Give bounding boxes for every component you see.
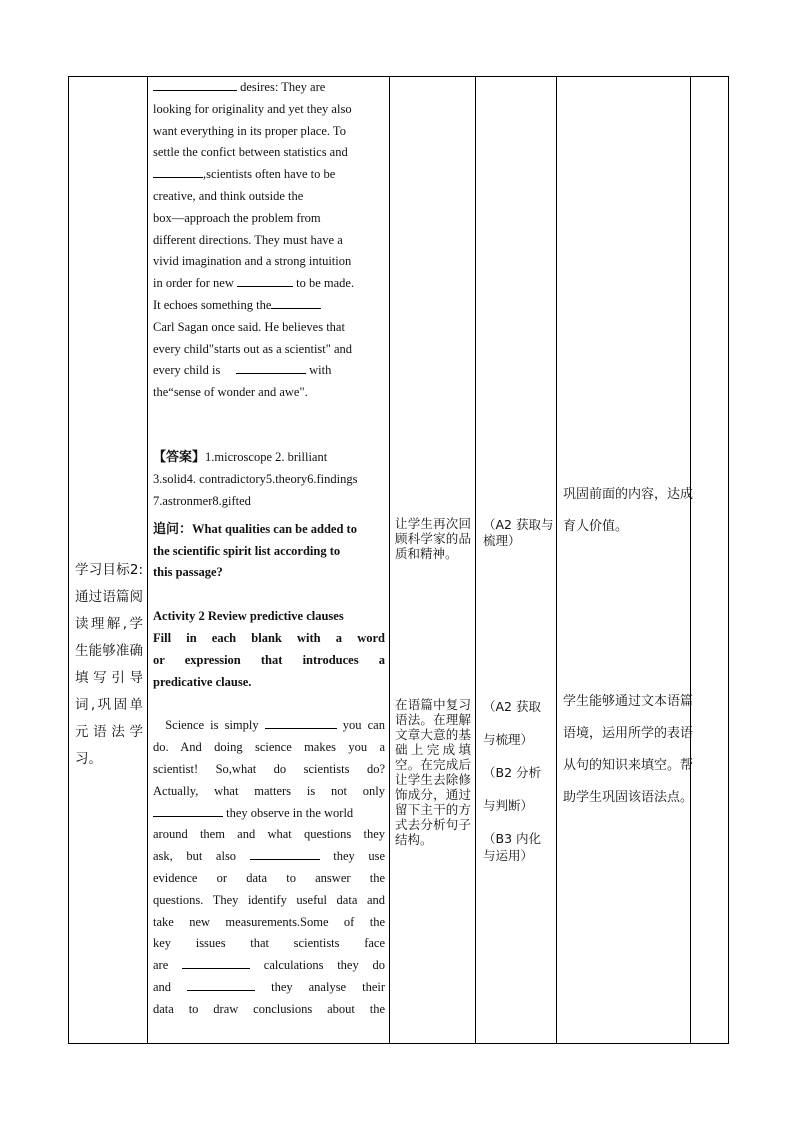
column-divider xyxy=(690,77,691,1043)
fill-blank xyxy=(265,716,337,729)
follow-up-question: 追问：What qualities can be added to the scientific spirit list according to this passage? xyxy=(153,521,357,580)
answer-key: 【答案】1.microscope 2. brilliant 3.solid4. contradictory5.theory6.findings 7.astronmer8.gifted xyxy=(153,449,358,508)
passage-top: desires: They are looking for originality and yet they also want everything in its proper place. To settle the confict between statistics and ,scientists often have to be creative, and think outside the box—approach the problem from different directions. They must have a vivid imagination and a strong intuition in order for new to be made. It echoes something the Carl Sagan once said. He believes that every child"starts out as a scientist" and every child is with the“sense of wonder and awe". xyxy=(153,80,355,400)
activity-2-heading: Activity 2 Review predictive clauses Fill in each blank with a word or expression that introduces a predicative clause. xyxy=(153,609,385,689)
fill-blank xyxy=(187,978,255,991)
column-divider xyxy=(475,77,476,1043)
evaluation-2: 学生能够通过文本语篇语境，运用所学的表语从句的知识来填空。帮助学生巩固该语法点。 xyxy=(563,694,694,805)
fill-blank xyxy=(153,165,203,178)
fill-blank xyxy=(237,274,293,287)
activity-description-2: 在语篇中复习语法。在理解文章大意的基础上完成填空。在完成后让学生去除修饰成分，通过留下主干的方式去分析句子结构。 xyxy=(395,697,471,847)
fill-blank xyxy=(182,956,250,969)
activity-description-1: 让学生再次回顾科学家的品质和精神。 xyxy=(395,516,471,561)
competency-level-1: （A2 获取与梳理） xyxy=(483,517,554,548)
activity-content xyxy=(153,77,385,1020)
grammar-passage: Science is simply you can do. And doing science makes you a scientist! So,what do scientists do? Actually, what matters is not only they observe in the world around them and what questions they ask, but also they use evidence or data to answer the questions. They identify useful data and take new measurements.Some of the key issues that scientists face are calculations they do and they analyse their data to draw conclusions about the xyxy=(153,718,386,1016)
column-divider xyxy=(147,77,148,1043)
lesson-table xyxy=(68,76,729,1044)
fill-blank xyxy=(153,804,223,817)
column-divider xyxy=(389,77,390,1043)
column-divider xyxy=(556,77,557,1043)
fill-blank xyxy=(250,847,320,860)
learning-objective: 学习目标2:通过语篇阅读理解,学生能够准确填写引导词,巩固单元语法学习。 xyxy=(75,562,143,767)
answer-label: 【答案】 xyxy=(153,449,206,465)
competency-levels-2: （A2 获取 与梳理） （B2 分析 与判断） （B3 内化 与运用） xyxy=(483,699,542,863)
fill-blank xyxy=(236,361,306,374)
fill-blank xyxy=(271,296,321,309)
evaluation-1: 巩固前面的内容，达成育人价值。 xyxy=(563,487,694,534)
fill-blank xyxy=(153,78,237,91)
